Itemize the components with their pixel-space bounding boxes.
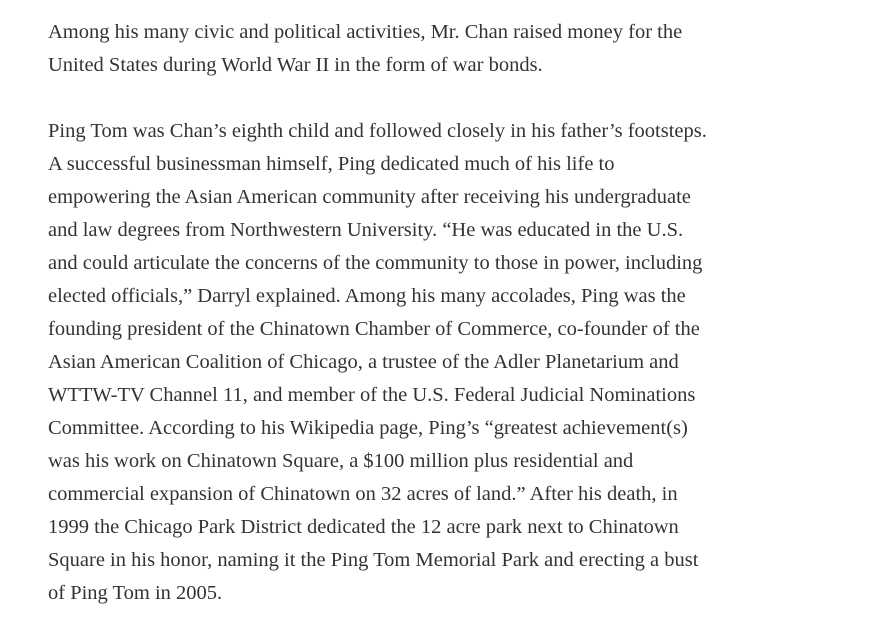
text-line: Ping Tom was Chan’s eighth child and followed closely in his father’s footsteps. (48, 120, 707, 142)
text-line: A successful businessman himself, Ping dedicated much of his life to (48, 153, 615, 175)
text-line: Committee. According to his Wikipedia page, Ping’s “greatest achievement(s) (48, 417, 688, 439)
text-line: was his work on Chinatown Square, a $100 million plus residential and (48, 450, 634, 472)
article-body (48, 16, 848, 610)
text-line: and could articulate the concerns of the community to those in power, including (48, 252, 703, 274)
text-line: 1999 the Chicago Park District dedicated the 12 acre park next to Chinatown (48, 516, 679, 538)
text-line: Square in his honor, naming it the Ping Tom Memorial Park and erecting a bust (48, 549, 699, 571)
text-line: commercial expansion of Chinatown on 32 acres of land.” After his death, in (48, 483, 678, 505)
text-line: founding president of the Chinatown Chamber of Commerce, co-founder of the (48, 318, 700, 340)
text-line: Among his many civic and political activities, Mr. Chan raised money for the (48, 21, 683, 43)
text-line: WTTW-TV Channel 11, and member of the U.S. Federal Judicial Nominations (48, 384, 696, 406)
paragraph-war-bonds (48, 16, 848, 82)
text-line: elected officials,” Darryl explained. Among his many accolades, Ping was the (48, 285, 686, 307)
text-line: of Ping Tom in 2005. (48, 582, 223, 604)
text-line: empowering the Asian American community after receiving his undergraduate (48, 186, 691, 208)
text-line: United States during World War II in the form of war bonds. (48, 54, 543, 76)
paragraph-spacer (48, 82, 848, 115)
text-line: and law degrees from Northwestern University. “He was educated in the U.S. (48, 219, 684, 241)
paragraph-ping-tom (48, 115, 848, 610)
text-line: Asian American Coalition of Chicago, a trustee of the Adler Planetarium and (48, 351, 679, 373)
